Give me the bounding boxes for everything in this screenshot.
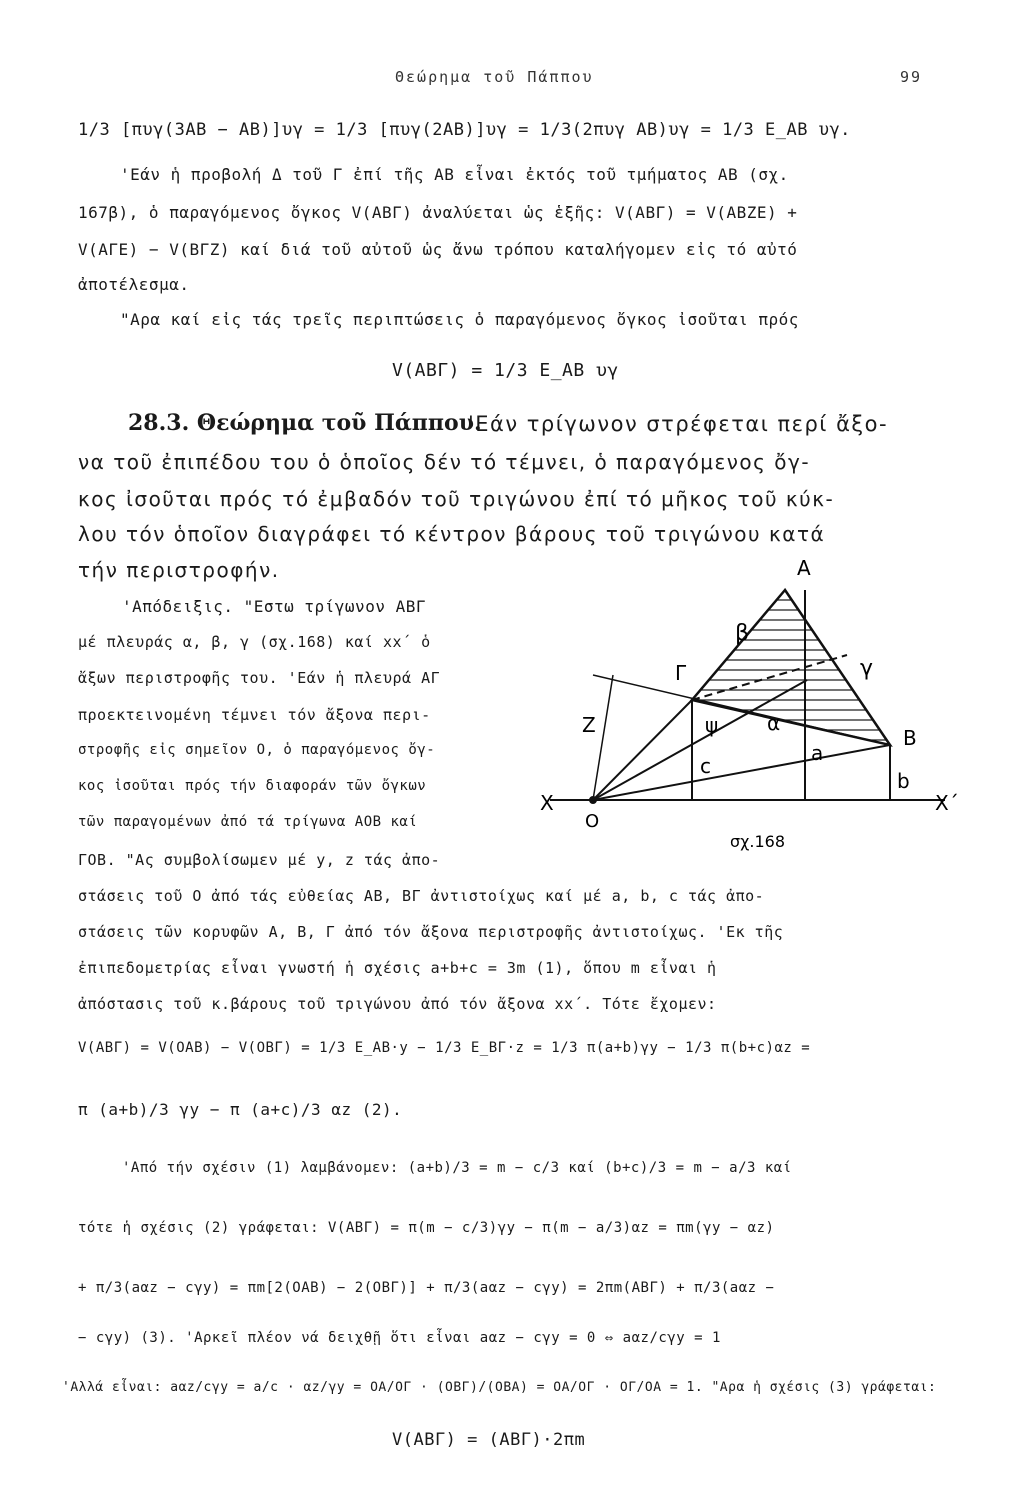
theorem-title: 28.3. Θεώρημα τοῦ Πάππου. [128,410,482,436]
theorem-line: να τοῦ ἐπιπέδου του ὁ ὁποῖος δέν τό τέμνει, ὁ παραγόμενος ὄγ- [78,450,811,474]
label-z: Z [582,713,596,737]
label-b-vertex: B [903,726,917,750]
line-o-centroid [593,680,807,800]
label-psi: ψ [705,713,719,737]
page-number: 99 [900,68,923,86]
label-c: c [700,754,711,778]
proof-line: ἄξων περιστροφῆς του. 'Εάν ἡ πλευρά ΑΓ [78,669,441,687]
proof-line: κος ἰσοῦται πρός τήν διαφοράν τῶν ὄγκων [78,778,427,794]
median-dashed [692,655,847,700]
equation-8: − cγy) (3). 'Αρκεῖ πλέον νά δειχθῇ ὅτι εἶναι aαz − cγy = 0 ⇔ aαz/cγy = 1 [78,1330,721,1346]
text-line: V(ΑΓΕ) − V(ΒΓΖ) καί διά τοῦ αὐτοῦ ὡς ἄνω τρόπου καταλήγομεν εἰς τό αὐτό [78,240,798,259]
label-beta: β [735,621,750,646]
label-alpha: α [767,711,781,735]
proof-line: προεκτεινομένη τέμνει τόν ἄξονα περι- [78,706,431,724]
theorem-line: 'Εάν τρίγωνον στρέφεται περί ἄξο- [468,412,889,436]
equation-5: 'Από τήν σχέσιν (1) λαμβάνομεν: (a+b)/3 = m − c/3 καί (b+c)/3 = m − a/3 καί [122,1160,792,1176]
label-x: X [540,791,554,815]
label-gamma: γ [860,656,874,681]
proof-line: 'Απόδειξις. "Εστω τρίγωνον ΑΒΓ [122,597,426,616]
proof-line: ἐπιπεδομετρίας εἶναι γνωστή ἡ σχέσις a+b+c = 3m (1), ὅπου m εἶναι ἡ [78,959,717,977]
proof-line: τῶν παραγομένων ἀπό τά τρίγωνα ΑΟΒ καί [78,814,418,830]
figure-caption: σχ.168 [730,832,786,851]
proof-line: ΓΟΒ. "Ας συμβολίσωμεν μέ y, z τάς ἀπο- [78,851,441,869]
text-line: "Αρα καί εἰς τάς τρεῖς περιπτώσεις ὁ παραγόμενος ὄγκος ἰσοῦται πρός [120,310,799,329]
figure-168 [535,555,965,855]
label-b: b [897,769,910,793]
equation-3: V(ΑΒΓ) = V(ΟΑΒ) − V(ΟΒΓ) = 1/3 E_AB·y − 1/3 E_ΒΓ·z = 1/3 π(a+b)γy − 1/3 π(b+c)αz = [78,1040,811,1056]
proof-line: στάσεις τοῦ Ο ἀπό τάς εὐθείας AB, ΒΓ ἀντιστοίχως καί μέ a, b, c τάς ἀπο- [78,887,765,905]
proof-line: στάσεις τῶν κορυφῶν Α, Β, Γ ἀπό τόν ἄξονα περιστροφῆς ἀντιστοίχως. 'Εκ τῆς [78,923,784,941]
theorem-line: κος ἰσοῦται πρός τό ἐμβαδόν τοῦ τριγώνου ἐπί τό μῆκος τοῦ κύκ- [78,487,835,511]
equation-2: V(ΑΒΓ) = 1/3 E_AB υγ [392,360,619,381]
proof-line: ἀπόστασις τοῦ κ.βάρους τοῦ τριγώνου ἀπό τόν ἄξονα xx΄. Τότε ἔχομεν: [78,995,717,1013]
label-o: O [585,811,600,832]
equation-10: V(ΑΒΓ) = (ΑΒΓ)·2πm [392,1430,586,1450]
equation-7: + π/3(aαz − cγy) = πm[2(ΟΑΒ) − 2(ΟΒΓ)] + π/3(aαz − cγy) = 2πm(ΑΒΓ) + π/3(aαz − [78,1280,775,1296]
label-x-prime: X΄ [935,791,959,815]
proof-line: στροφῆς εἰς σημεῖον Ο, ὁ παραγόμενος ὄγ- [78,742,436,758]
text-line: 167β), ὁ παραγόμενος ὄγκος V(ΑΒΓ) ἀναλύεται ὡς ἑξῆς: V(ΑΒΓ) = V(ΑΒΖΕ) + [78,203,798,222]
proof-line: μέ πλευράς α, β, γ (σχ.168) καί xx΄ ὁ [78,633,431,651]
running-header: Θεώρημα τοῦ Πάππου [395,68,594,86]
equation-9: 'Αλλά εἶναι: aαz/cγy = a/c · αz/γy = ΟΑ/ΟΓ · (ΟΒΓ)/(ΟΒΑ) = ΟΑ/ΟΓ · ΟΓ/ΟΑ = 1. "Αρα ἡ σχέσις (3) γράφεται: [62,1380,937,1395]
label-a-vertex: A [797,556,811,580]
equation-4: π (a+b)/3 γy − π (a+c)/3 αz (2). [78,1100,403,1119]
text-line: ἀποτέλεσμα. [78,275,190,294]
theorem-line: λου τόν ὁποῖον διαγράφει τό κέντρον βάρους τοῦ τριγώνου κατά [78,522,826,546]
dist-z [593,675,613,800]
equation-1: 1/3 [πυγ(3AB − AB)]υγ = 1/3 [πυγ(2AB)]υγ = 1/3(2πυγ AB)υγ = 1/3 E_AB υγ. [78,120,851,140]
text-line: 'Εάν ἡ προβολή Δ τοῦ Γ ἐπί τῆς AB εἶναι ἐκτός τοῦ τμήματος AB (σχ. [120,165,789,184]
label-g-vertex: Γ [675,661,687,685]
label-a: a [811,741,824,765]
theorem-line: τήν περιστροφήν. [78,558,280,582]
equation-6: τότε ἡ σχέσις (2) γράφεται: V(ΑΒΓ) = π(m − c/3)γy − π(m − a/3)αz = πm(γy − αz) [78,1220,775,1236]
line-ob [593,745,890,800]
